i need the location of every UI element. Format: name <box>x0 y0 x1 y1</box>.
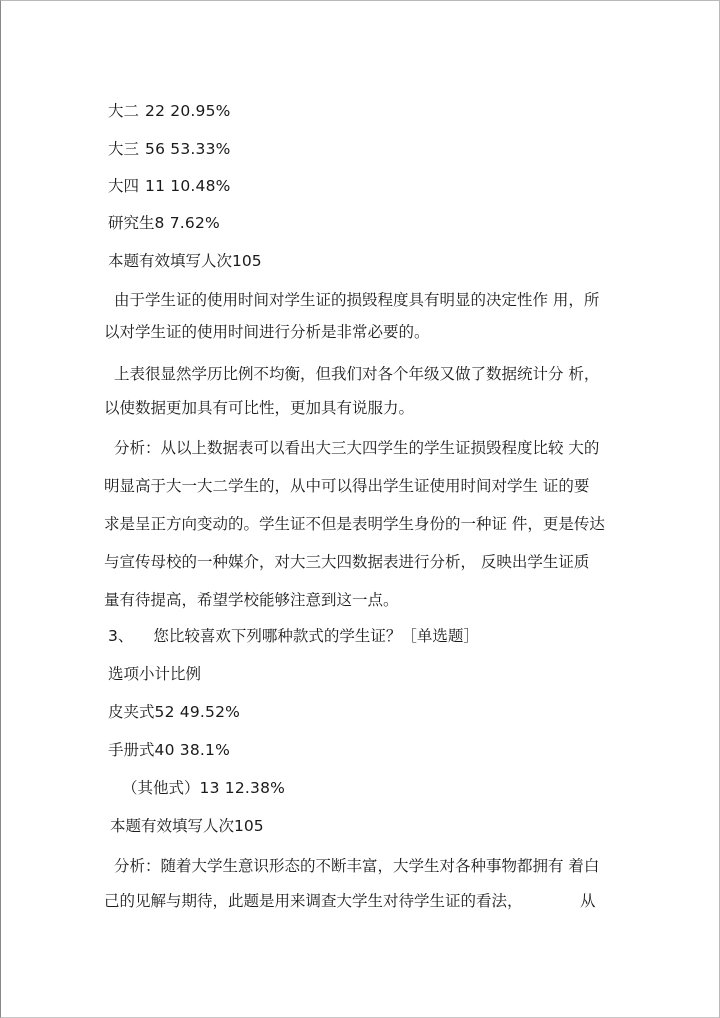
stat-label: 大二 <box>108 102 140 120</box>
stat-row-year4 <box>108 176 231 196</box>
para2-line2: 以使数据更加具有可比性，更加具有说服力。 <box>104 399 415 417</box>
stat-value: 11 10.48% <box>145 177 231 195</box>
stat-row-year3 <box>108 139 231 159</box>
option-label: （其他式） <box>122 779 200 797</box>
question-text: 您比较喜欢下列哪种款式的学生证？［单选题］ <box>153 627 479 645</box>
option-label: 手册式 <box>108 741 155 759</box>
stat-value: 22 20.95% <box>145 102 231 120</box>
stat-value: 56 53.33% <box>145 140 231 158</box>
para3-line3: 求是呈正方向变动的。学生证不但是表明学生身份的一种证 件，更是传达 <box>104 515 605 533</box>
para2-line1: 上表很显然学历比例不均衡，但我们对各个年级又做了数据统计分 析， <box>114 365 600 383</box>
option-row-booklet <box>108 740 230 760</box>
para3-line2: 明显高于大一大二学生的，从中可以得出学生证使用时间对学生 证的要 <box>104 477 590 495</box>
stat-value: 8 7.62% <box>154 214 220 232</box>
para3-line5: 量有待提高，希望学校能够注意到这一点。 <box>104 591 399 609</box>
para1-line1: 由于学生证的使用时间对学生证的损毁程度具有明显的决定性作 用，所 <box>114 291 600 309</box>
question-total: 本题有效填写人次105 <box>108 252 262 270</box>
para4-line1: 分析：随着大学生意识形态的不断丰富，大学生对各种事物都拥有 着白 <box>114 857 600 875</box>
stat-label: 研究生 <box>108 214 155 232</box>
option-value: 40 38.1% <box>154 741 231 759</box>
options-header: 选项小计比例 <box>108 665 202 683</box>
stat-row-year2 <box>108 101 231 121</box>
para4-line2: 己的见解与期待，此题是用来调查大学生对待学生证的看法， <box>104 892 523 910</box>
option-row-wallet <box>108 702 240 722</box>
stat-row-graduate <box>108 213 220 233</box>
para1-line2: 以对学生证的使用时间进行分析是非常必要的。 <box>104 323 430 341</box>
para4-line2-tail: 从 <box>580 892 596 910</box>
option-value: 52 49.52% <box>154 703 241 721</box>
stat-label: 大三 <box>108 140 140 158</box>
para3-line4: 与宣传母校的一种媒介，对大三大四数据表进行分析， 反映出学生证质 <box>104 553 590 571</box>
para3-line1: 分析：从以上数据表可以看出大三大四学生的学生证损毁程度比较 大的 <box>114 439 600 457</box>
question-3-heading <box>108 626 479 646</box>
question-total: 本题有效填写人次105 <box>110 817 264 835</box>
option-label: 皮夹式 <box>108 703 155 721</box>
option-row-other <box>122 778 285 798</box>
option-value: 13 12.38% <box>199 779 286 797</box>
question-number: 3、 <box>108 627 134 645</box>
stat-label: 大四 <box>108 177 140 195</box>
